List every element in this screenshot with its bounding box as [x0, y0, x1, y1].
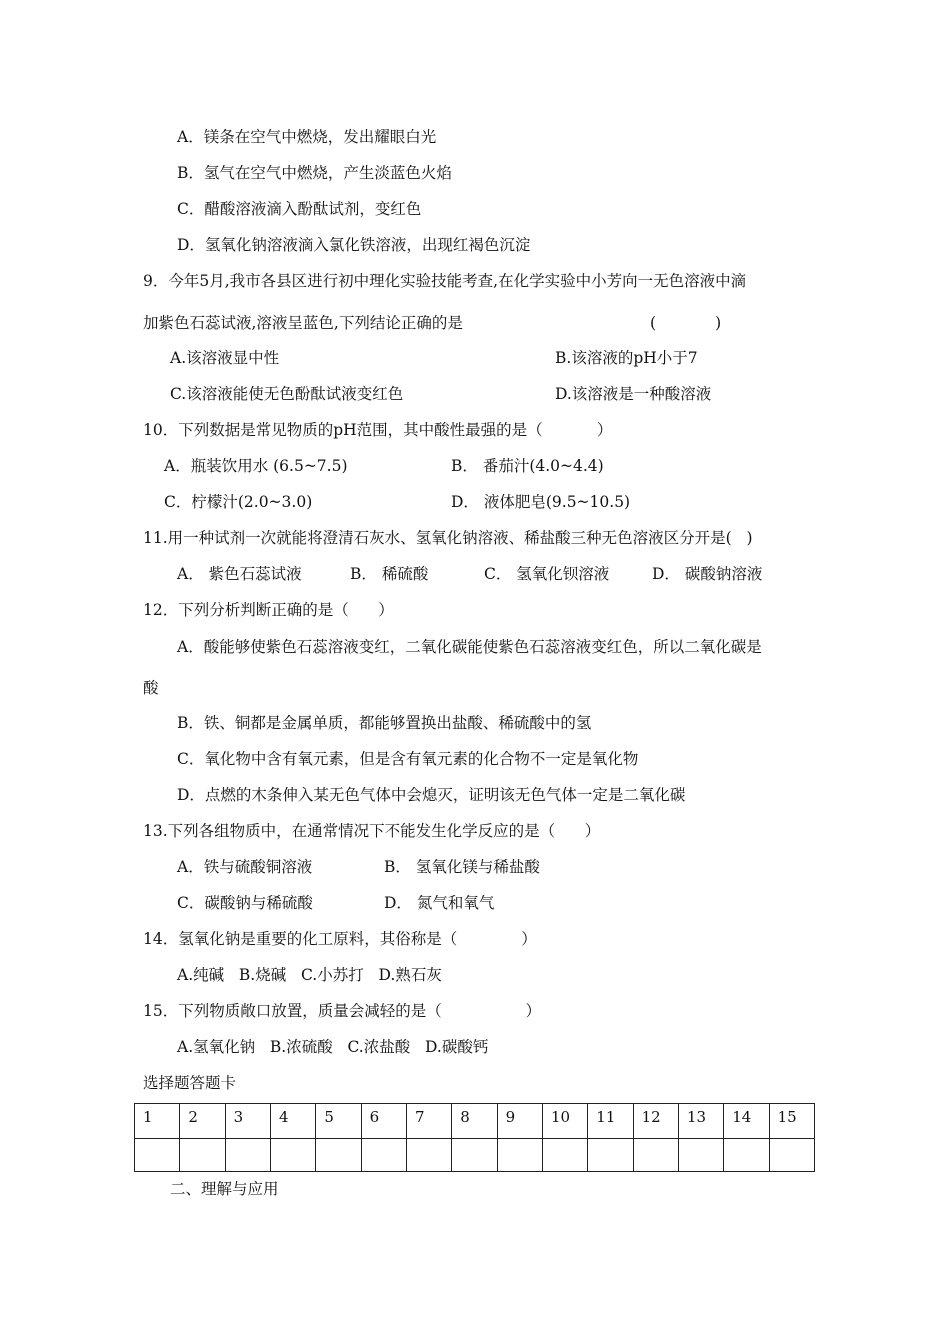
q11-stem: 11.用一种试剂一次就能将澄清石灰水、氢氧化钠溶液、稀盐酸三种无色溶液区分开是( ) — [143, 529, 753, 547]
answer-card-number: 2 — [180, 1104, 225, 1139]
q10-option-a: A．瓶装饮用水 (6.5~7.5) — [164, 457, 348, 475]
q10-option-d: D． 液体肥皂(9.5~10.5) — [451, 493, 631, 511]
answer-cell[interactable] — [542, 1139, 587, 1172]
q13-option-c: C．碳酸钠与稀硫酸 — [177, 894, 313, 912]
q9-option-c: C.该溶液能使无色酚酞试液变红色 — [170, 385, 404, 403]
section-heading: 二、理解与应用 — [170, 1180, 279, 1198]
q8-option-a: A．镁条在空气中燃烧，发出耀眼白光 — [177, 128, 437, 146]
q8-option-d: D．氢氧化钠溶液滴入氯化铁溶液，出现红褐色沉淀 — [177, 236, 531, 254]
answer-cell[interactable] — [452, 1139, 497, 1172]
q12-option-a-line2: 酸 — [143, 679, 159, 697]
q11-option-d: D． 碳酸钠溶液 — [652, 565, 763, 583]
answer-cell[interactable] — [588, 1139, 633, 1172]
answer-card-number-row — [135, 1104, 815, 1139]
answer-card-number: 6 — [361, 1104, 406, 1139]
answer-card-number: 10 — [542, 1104, 587, 1139]
q13-option-d: D． 氮气和氧气 — [384, 894, 495, 912]
q13-stem: 13.下列各组物质中，在通常情况下不能发生化学反应的是（ ） — [143, 822, 601, 840]
answer-cell[interactable] — [180, 1139, 225, 1172]
q11-option-b: B． 稀硫酸 — [350, 565, 429, 583]
answer-cell[interactable] — [316, 1139, 361, 1172]
q9-answer-paren: ( ) — [650, 314, 722, 332]
q12-stem: 12．下列分析判断正确的是（ ） — [143, 601, 394, 619]
answer-card-number: 1 — [135, 1104, 180, 1139]
answer-cell[interactable] — [135, 1139, 180, 1172]
answer-card-number: 11 — [588, 1104, 633, 1139]
q10-stem: 10．下列数据是常见物质的pH范围，其中酸性最强的是（ ） — [143, 421, 613, 439]
answer-cell[interactable] — [361, 1139, 406, 1172]
q9-option-b: B.该溶液的pH小于7 — [555, 349, 698, 367]
answer-cell[interactable] — [769, 1139, 814, 1172]
answer-cell[interactable] — [633, 1139, 678, 1172]
answer-card-number: 15 — [769, 1104, 814, 1139]
answer-card-number: 9 — [497, 1104, 542, 1139]
answer-cell[interactable] — [724, 1139, 769, 1172]
q11-option-a: A． 紫色石蕊试液 — [177, 565, 302, 583]
answer-card-number: 12 — [633, 1104, 678, 1139]
answer-card-title: 选择题答题卡 — [143, 1074, 237, 1092]
answer-card-number: 3 — [225, 1104, 270, 1139]
answer-card-number: 4 — [270, 1104, 315, 1139]
answer-cell[interactable] — [406, 1139, 451, 1172]
answer-card-number: 7 — [406, 1104, 451, 1139]
q15-options: A.氢氧化钠 B.浓硫酸 C.浓盐酸 D.碳酸钙 — [177, 1038, 489, 1056]
q13-option-b: B． 氢氧化镁与稀盐酸 — [384, 858, 540, 876]
q12-option-d: D．点燃的木条伸入某无色气体中会熄灭，证明该无色气体一定是二氧化碳 — [177, 786, 686, 804]
answer-card-number: 5 — [316, 1104, 361, 1139]
answer-card-answer-row — [135, 1139, 815, 1172]
q12-option-a-line1: A．酸能够使紫色石蕊溶液变红，二氧化碳能使紫色石蕊溶液变红色，所以二氧化碳是 — [177, 638, 762, 656]
q8-option-b: B．氢气在空气中燃烧，产生淡蓝色火焰 — [177, 164, 452, 182]
q12-option-c: C．氧化物中含有氧元素，但是含有氧元素的化合物不一定是氧化物 — [177, 750, 639, 768]
answer-card-number: 8 — [452, 1104, 497, 1139]
answer-card-number: 14 — [724, 1104, 769, 1139]
q9-stem-line2: 加紫色石蕊试液,溶液呈蓝色,下列结论正确的是 — [143, 314, 463, 332]
q15-stem: 15．下列物质敞口放置，质量会减轻的是（ ） — [143, 1002, 541, 1020]
answer-card-table — [134, 1103, 815, 1172]
q10-option-c: C．柠檬汁(2.0~3.0) — [164, 493, 313, 511]
q9-stem-line1: 9．今年5月,我市各县区进行初中理化实验技能考查,在化学实验中小芳向一无色溶液中滴 — [143, 272, 747, 290]
q10-option-b: B． 番茄汁(4.0~4.4) — [451, 457, 604, 475]
q14-options: A.纯碱 B.烧碱 C.小苏打 D.熟石灰 — [177, 966, 442, 984]
q9-option-a: A.该溶液显中性 — [170, 349, 280, 367]
answer-cell[interactable] — [497, 1139, 542, 1172]
answer-card-number: 13 — [678, 1104, 723, 1139]
q11-option-c: C． 氢氧化钡溶液 — [484, 565, 610, 583]
answer-cell[interactable] — [678, 1139, 723, 1172]
q14-stem: 14．氢氧化钠是重要的化工原料，其俗称是（ ） — [143, 930, 537, 948]
q12-option-b: B．铁、铜都是金属单质，都能够置换出盐酸、稀硫酸中的氢 — [177, 714, 592, 732]
q8-option-c: C．醋酸溶液滴入酚酞试剂，变红色 — [177, 200, 422, 218]
answer-cell[interactable] — [270, 1139, 315, 1172]
answer-cell[interactable] — [225, 1139, 270, 1172]
q9-option-d: D.该溶液是一种酸溶液 — [555, 385, 712, 403]
q13-option-a: A．铁与硫酸铜溶液 — [177, 858, 313, 876]
